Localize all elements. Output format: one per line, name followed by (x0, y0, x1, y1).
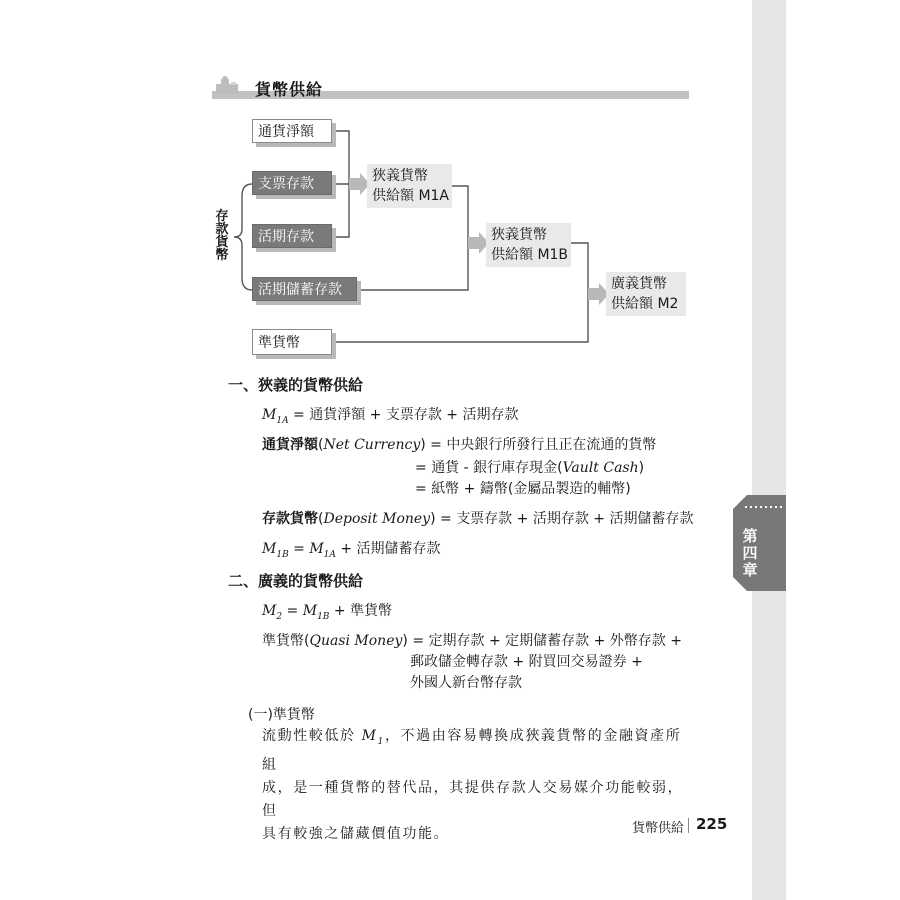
box-demand-deposit-label: 活期存款 (258, 229, 314, 245)
box-m1b (486, 223, 571, 267)
part2-title: 二、廣義的貨幣供給 (228, 572, 364, 590)
eq-net-currency: 通貨淨額(Net Currency) = 中央銀行所發行且正在流通的貨幣 (262, 437, 657, 453)
box-m1a (367, 164, 452, 208)
subsection-paragraph (262, 725, 692, 846)
quasi-line1: 定期存款 + 定期儲蓄存款 + 外幣存款 + (428, 633, 682, 649)
box-checking-deposit-label: 支票存款 (258, 176, 314, 192)
box-m2 (606, 272, 686, 316)
quasi-money-label: 準貨幣 (262, 633, 304, 649)
box-quasi-money (252, 329, 332, 355)
eq-m2: $M_2 = M_{1B}$ + 準貨幣 (262, 603, 393, 622)
chapter-tab-label: 第四章 (742, 527, 758, 579)
box-demand-deposit (252, 224, 332, 248)
footer-separator (688, 818, 689, 833)
subsection-title: (一)準貨幣 (248, 707, 315, 723)
eq-quasi-money: 準貨幣(Quasi Money) = 定期存款 + 定期儲蓄存款 + 外幣存款 + (262, 633, 682, 649)
net-currency-en: Net Currency (323, 437, 421, 453)
box-checking-deposit (252, 171, 332, 195)
deposit-money-en: Deposit Money (323, 511, 431, 527)
deposit-money-group-label: 存款貨幣 (215, 209, 229, 263)
page-number: 225 (696, 815, 728, 833)
section-title: 貨幣供給 (255, 80, 324, 99)
box-net-currency-label: 通貨淨額 (258, 124, 314, 140)
box-m1b-line2: 供給額 M1B (491, 247, 569, 263)
eq-deposit-money: 存款貨幣(Deposit Money) = 支票存款 + 活期存款 + 活期儲蓄存款 (262, 511, 694, 527)
net-currency-rhs: 中央銀行所發行且正在流通的貨幣 (446, 437, 657, 453)
box-net-currency (252, 119, 332, 143)
box-m1a-line2: 供給額 M1A (372, 188, 450, 204)
vault-cash-en: Vault Cash (562, 460, 639, 476)
para-line-3: 具有較強之儲藏價值功能。 (262, 825, 450, 842)
deposit-money-rhs: 支票存款 + 活期存款 + 活期儲蓄存款 (456, 511, 694, 527)
quasi-money-en: Quasi Money (309, 633, 403, 649)
quasi-line3: 外國人新台幣存款 (410, 675, 522, 691)
net-line3-text: 紙幣 + 鑄幣(金屬品製造的輔幣) (431, 481, 631, 497)
quasi-line2: 郵政儲金轉存款 + 附買回交易證券 + (410, 654, 643, 670)
box-savings-deposit (252, 277, 357, 301)
net-line2-text: 通貨 - 銀行庫存現金 (431, 460, 558, 476)
box-m1b-line1: 狹義貨幣 (491, 227, 547, 243)
para-line-2: 成，是一種貨幣的替代品，其提供存款人交易媒介功能較弱，但 (262, 779, 684, 819)
eq-m1b-tail: + 活期儲蓄存款 (340, 541, 441, 557)
footer-running-title: 貨幣供給 (632, 821, 685, 836)
part1-title: 一、狹義的貨幣供給 (228, 376, 364, 394)
deposit-money-label: 存款貨幣 (262, 511, 318, 527)
eq-net-currency-line2: = 通貨 - 銀行庫存現金(Vault Cash) (415, 460, 645, 476)
box-m1a-line1: 狹義貨幣 (372, 168, 428, 184)
para-line1-b: ，不過由容易轉換成狹義貨幣的金融資產所組 (262, 728, 682, 773)
box-quasi-money-label: 準貨幣 (258, 335, 300, 351)
net-currency-label: 通貨淨額 (262, 437, 318, 453)
para-line-1: 流動性較低於 $M_1$，不過由容易轉換成狹義貨幣的金融資產所組 (262, 728, 682, 773)
eq-m2-tail: + 準貨幣 (333, 603, 393, 619)
eq-m1a-rhs: 通貨淨額 + 支票存款 + 活期存款 (309, 407, 519, 423)
para-line1-a: 流動性較低於 (262, 728, 356, 744)
eq-net-currency-line3: = 紙幣 + 鑄幣(金屬品製造的輔幣) (415, 481, 631, 497)
box-savings-deposit-label: 活期儲蓄存款 (258, 282, 342, 298)
box-m2-line1: 廣義貨幣 (611, 276, 667, 292)
eq-m1b: $M_{1B} = M_{1A}$ + 活期儲蓄存款 (262, 541, 441, 560)
box-m2-line2: 供給額 M2 (611, 296, 679, 312)
eq-m1a: $M_{1A}$ = 通貨淨額 + 支票存款 + 活期存款 (262, 407, 519, 426)
